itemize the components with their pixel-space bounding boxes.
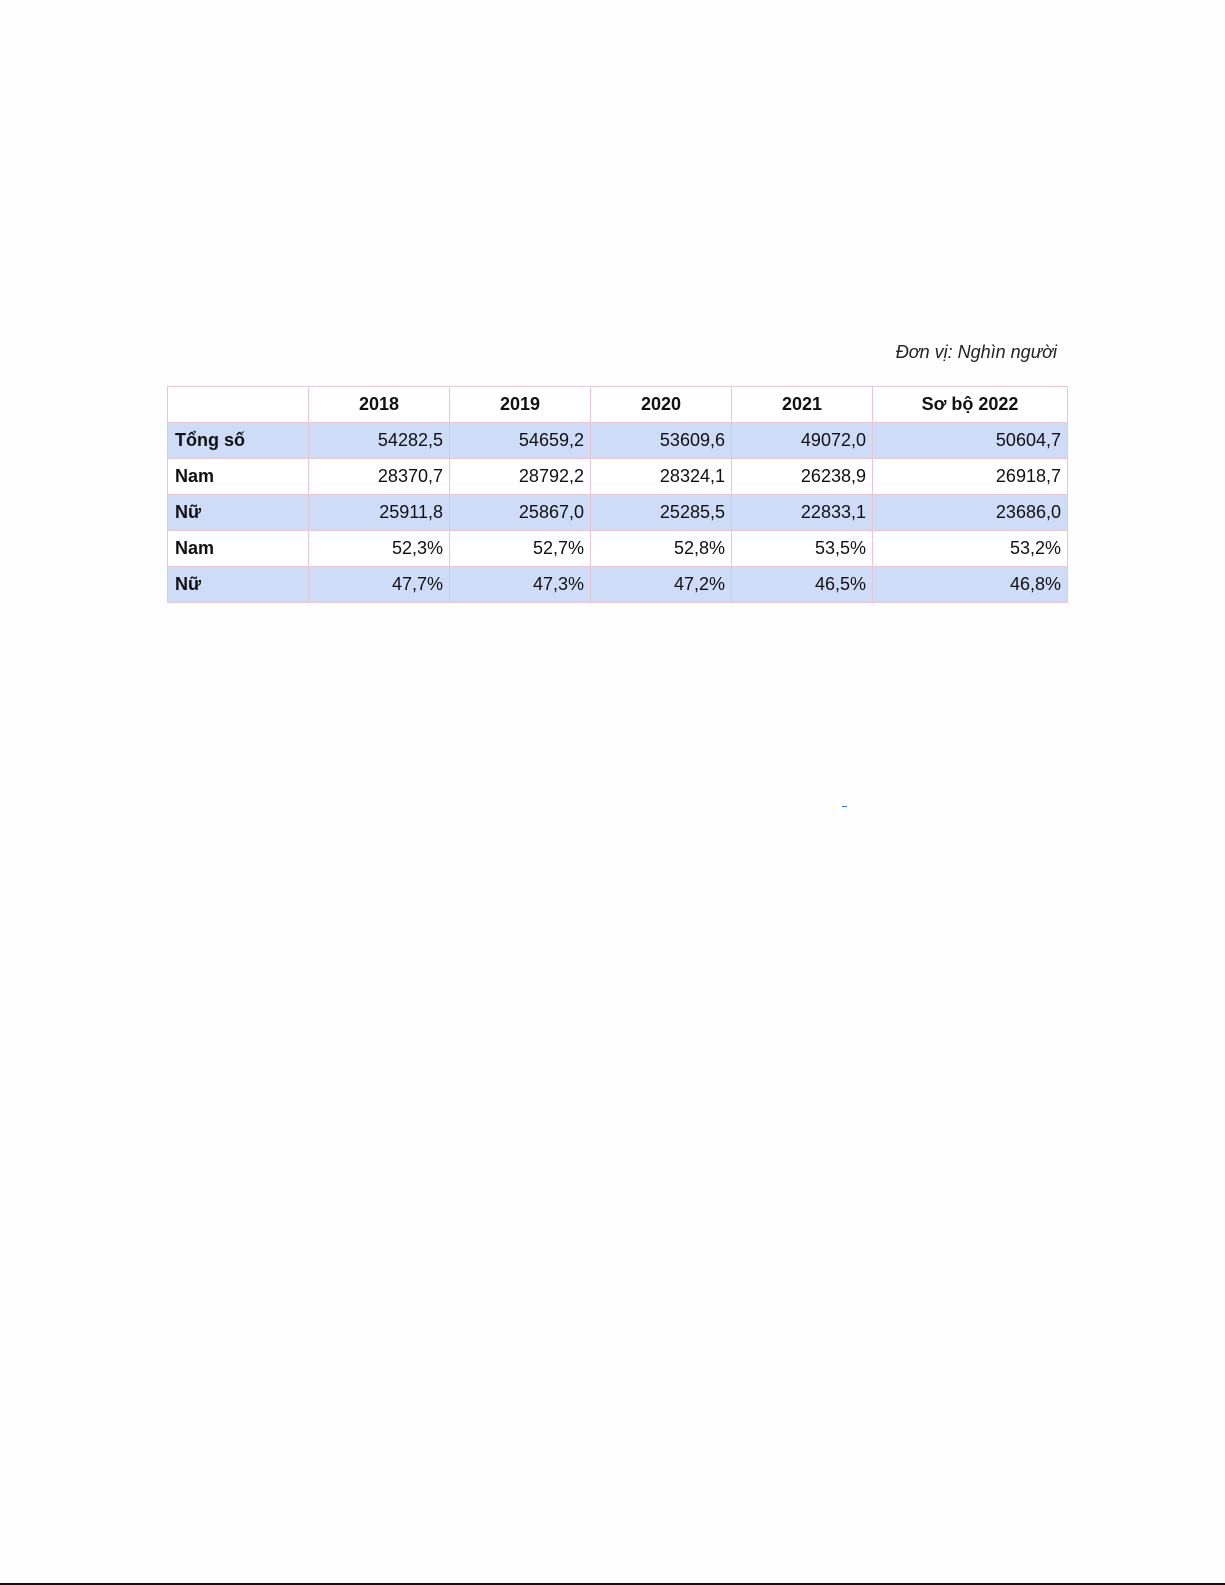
table-cell: 28792,2 xyxy=(450,459,591,495)
table-cell: 26238,9 xyxy=(732,459,873,495)
table-cell: 52,8% xyxy=(591,531,732,567)
table-row xyxy=(168,459,1068,495)
table-cell: 47,2% xyxy=(591,567,732,603)
table-cell: 54282,5 xyxy=(309,423,450,459)
table-row xyxy=(168,567,1068,603)
header-corner-cell xyxy=(168,387,309,423)
table-row xyxy=(168,423,1068,459)
table-cell: 47,3% xyxy=(450,567,591,603)
row-label: Tổng số xyxy=(168,423,309,459)
header-2022-preliminary: Sơ bộ 2022 xyxy=(873,387,1068,423)
table-cell: 52,3% xyxy=(309,531,450,567)
population-table xyxy=(167,386,1068,603)
table-cell: 25285,5 xyxy=(591,495,732,531)
table-cell: 28370,7 xyxy=(309,459,450,495)
table-cell: 53609,6 xyxy=(591,423,732,459)
header-2021: 2021 xyxy=(732,387,873,423)
header-row xyxy=(168,387,1068,423)
table-cell: 49072,0 xyxy=(732,423,873,459)
table-row xyxy=(168,495,1068,531)
row-label: Nam xyxy=(168,531,309,567)
row-label: Nữ xyxy=(168,495,309,531)
table-cell: 53,2% xyxy=(873,531,1068,567)
header-2018: 2018 xyxy=(309,387,450,423)
table-cell: 26918,7 xyxy=(873,459,1068,495)
table-cell: 25911,8 xyxy=(309,495,450,531)
table-cell: 53,5% xyxy=(732,531,873,567)
header-2019: 2019 xyxy=(450,387,591,423)
row-label: Nam xyxy=(168,459,309,495)
row-label: Nữ xyxy=(168,567,309,603)
unit-note: Đơn vị: Nghìn người xyxy=(895,342,1057,362)
header-2020: 2020 xyxy=(591,387,732,423)
table-cell: 22833,1 xyxy=(732,495,873,531)
table-cell: 46,8% xyxy=(873,567,1068,603)
table-cell: 54659,2 xyxy=(450,423,591,459)
table-row xyxy=(168,531,1068,567)
table-cell: 46,5% xyxy=(732,567,873,603)
table-cell: 52,7% xyxy=(450,531,591,567)
table-cell: 47,7% xyxy=(309,567,450,603)
table-cell: 50604,7 xyxy=(873,423,1068,459)
stray-mark xyxy=(842,806,847,807)
table-cell: 23686,0 xyxy=(873,495,1068,531)
table-cell: 28324,1 xyxy=(591,459,732,495)
table-cell: 25867,0 xyxy=(450,495,591,531)
